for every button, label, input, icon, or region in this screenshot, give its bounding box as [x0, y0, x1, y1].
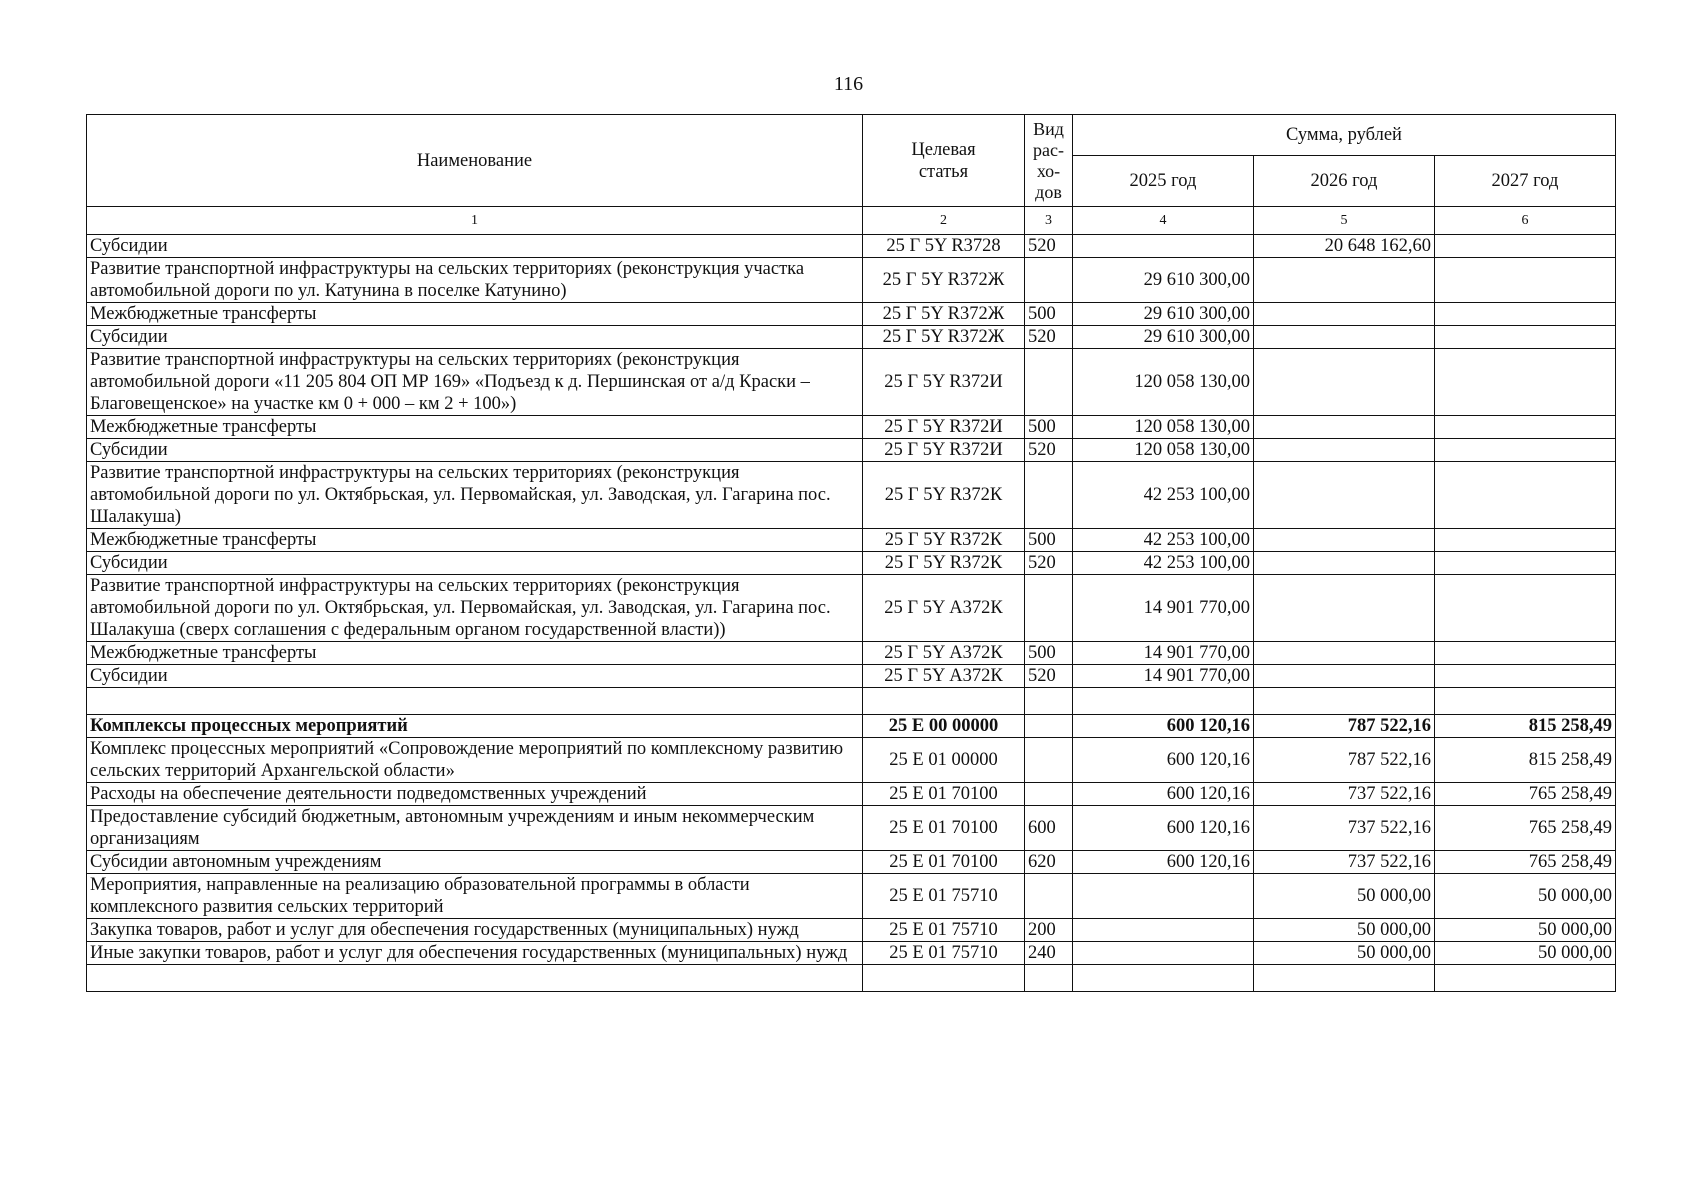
row-amount-2027: 765 258,49	[1435, 851, 1616, 874]
row-amount-2026: 20 648 162,60	[1254, 235, 1435, 258]
row-name	[87, 688, 863, 715]
row-amount-2026: 50 000,00	[1254, 874, 1435, 919]
row-amount-2025: 600 120,16	[1073, 806, 1254, 851]
header-name: Наименование	[87, 115, 863, 207]
row-amount-2025: 120 058 130,00	[1073, 416, 1254, 439]
row-name: Закупка товаров, работ и услуг для обеспечения государственных (муниципальных) нужд	[87, 919, 863, 942]
row-amount-2026: 787 522,16	[1254, 715, 1435, 738]
row-name: Субсидии	[87, 235, 863, 258]
row-name: Мероприятия, направленные на реализацию образовательной программы в области комплексного развития сельских территорий	[87, 874, 863, 919]
table-row	[87, 552, 1616, 575]
row-amount-2026	[1254, 642, 1435, 665]
page-number: 116	[833, 73, 864, 95]
row-amount-2027	[1435, 416, 1616, 439]
row-expense-type	[1025, 783, 1073, 806]
row-amount-2027: 765 258,49	[1435, 783, 1616, 806]
header-expense-type	[1025, 115, 1073, 207]
row-amount-2025: 14 901 770,00	[1073, 575, 1254, 642]
row-amount-2027	[1435, 665, 1616, 688]
table-row	[87, 439, 1616, 462]
header-target-article-line1: Целевая	[911, 139, 976, 160]
row-amount-2025: 120 058 130,00	[1073, 439, 1254, 462]
row-expense-type: 500	[1025, 303, 1073, 326]
row-name	[87, 965, 863, 992]
row-target-article: 25 Е 01 75710	[863, 942, 1025, 965]
column-number-6: 6	[1435, 207, 1616, 235]
row-name: Межбюджетные трансферты	[87, 303, 863, 326]
row-target-article: 25 Г 5Y R372Ж	[863, 326, 1025, 349]
table-row	[87, 715, 1616, 738]
row-target-article: 25 Е 01 70100	[863, 851, 1025, 874]
row-expense-type: 520	[1025, 235, 1073, 258]
row-target-article: 25 Г 5Y R372Ж	[863, 258, 1025, 303]
row-target-article: 25 Е 00 00000	[863, 715, 1025, 738]
row-amount-2025: 600 120,16	[1073, 715, 1254, 738]
row-target-article: 25 Г 5Y R372И	[863, 349, 1025, 416]
header-sum: Сумма, рублей	[1073, 115, 1616, 156]
row-amount-2025: 29 610 300,00	[1073, 303, 1254, 326]
row-amount-2025: 600 120,16	[1073, 783, 1254, 806]
row-amount-2027	[1435, 965, 1616, 992]
row-name: Расходы на обеспечение деятельности подведомственных учреждений	[87, 783, 863, 806]
row-name: Субсидии	[87, 665, 863, 688]
row-expense-type: 520	[1025, 326, 1073, 349]
table-row	[87, 575, 1616, 642]
row-target-article: 25 Г 5Y R372Ж	[863, 303, 1025, 326]
table-row	[87, 326, 1616, 349]
row-name: Иные закупки товаров, работ и услуг для обеспечения государственных (муниципальных) нужд	[87, 942, 863, 965]
row-amount-2025: 600 120,16	[1073, 851, 1254, 874]
row-amount-2027: 765 258,49	[1435, 806, 1616, 851]
row-amount-2026: 50 000,00	[1254, 919, 1435, 942]
row-amount-2026	[1254, 258, 1435, 303]
table-row	[87, 642, 1616, 665]
column-number-1: 1	[87, 207, 863, 235]
row-amount-2027	[1435, 462, 1616, 529]
row-amount-2027	[1435, 575, 1616, 642]
table-row	[87, 806, 1616, 851]
row-target-article: 25 Е 01 75710	[863, 874, 1025, 919]
row-amount-2027	[1435, 439, 1616, 462]
row-amount-2027	[1435, 642, 1616, 665]
row-amount-2026	[1254, 665, 1435, 688]
row-amount-2026	[1254, 529, 1435, 552]
row-amount-2026	[1254, 416, 1435, 439]
header-year-2027: 2027 год	[1435, 156, 1616, 207]
row-amount-2026: 787 522,16	[1254, 738, 1435, 783]
row-expense-type: 200	[1025, 919, 1073, 942]
row-amount-2026	[1254, 462, 1435, 529]
row-amount-2027	[1435, 349, 1616, 416]
row-target-article	[863, 688, 1025, 715]
row-amount-2027: 50 000,00	[1435, 942, 1616, 965]
row-amount-2027	[1435, 326, 1616, 349]
column-number-5: 5	[1254, 207, 1435, 235]
row-expense-type	[1025, 738, 1073, 783]
row-expense-type: 500	[1025, 642, 1073, 665]
row-expense-type: 500	[1025, 529, 1073, 552]
row-amount-2027	[1435, 303, 1616, 326]
row-name: Комплекс процессных мероприятий «Сопровождение мероприятий по комплексному развитию сельских территорий Архангельской области»	[87, 738, 863, 783]
row-amount-2025	[1073, 942, 1254, 965]
row-amount-2026	[1254, 303, 1435, 326]
table-row-empty	[87, 965, 1616, 992]
row-expense-type	[1025, 688, 1073, 715]
row-expense-type	[1025, 349, 1073, 416]
table-row	[87, 303, 1616, 326]
row-target-article: 25 Е 01 70100	[863, 806, 1025, 851]
row-amount-2025	[1073, 919, 1254, 942]
row-amount-2026	[1254, 575, 1435, 642]
row-amount-2025: 14 901 770,00	[1073, 642, 1254, 665]
row-amount-2025: 42 253 100,00	[1073, 529, 1254, 552]
row-expense-type	[1025, 258, 1073, 303]
row-amount-2026	[1254, 439, 1435, 462]
table-row	[87, 235, 1616, 258]
row-expense-type: 520	[1025, 665, 1073, 688]
row-expense-type: 600	[1025, 806, 1073, 851]
column-number-2: 2	[863, 207, 1025, 235]
row-amount-2027	[1435, 529, 1616, 552]
row-amount-2027	[1435, 235, 1616, 258]
row-name: Межбюджетные трансферты	[87, 642, 863, 665]
row-name: Развитие транспортной инфраструктуры на сельских территориях (реконструкция автомобильной дороги по ул. Октябрьская, ул. Первомайская, ул. Заводская, ул. Гагарина пос. Шалакуша)	[87, 462, 863, 529]
header-expense-type-line4: дов	[1035, 181, 1062, 202]
table-row	[87, 942, 1616, 965]
row-name: Межбюджетные трансферты	[87, 529, 863, 552]
row-target-article	[863, 965, 1025, 992]
row-amount-2026: 737 522,16	[1254, 806, 1435, 851]
row-target-article: 25 Г 5Y R3728	[863, 235, 1025, 258]
row-name: Развитие транспортной инфраструктуры на сельских территориях (реконструкция автомобильной дороги «11 205 804 ОП МР 169» «Подъезд к д. Першинская от а/д Краски – Благовещенское» на участке км 0 + 000 – км 2 + 100»)	[87, 349, 863, 416]
row-target-article: 25 Г 5Y R372И	[863, 416, 1025, 439]
header-expense-type-line2: рас-	[1033, 139, 1064, 160]
header-year-2026: 2026 год	[1254, 156, 1435, 207]
row-amount-2026: 737 522,16	[1254, 851, 1435, 874]
row-amount-2025: 29 610 300,00	[1073, 258, 1254, 303]
row-amount-2027: 815 258,49	[1435, 715, 1616, 738]
row-amount-2026	[1254, 552, 1435, 575]
table-row	[87, 874, 1616, 919]
row-amount-2025	[1073, 688, 1254, 715]
column-number-3: 3	[1025, 207, 1073, 235]
row-amount-2027: 50 000,00	[1435, 919, 1616, 942]
row-name: Предоставление субсидий бюджетным, автономным учреждениям и иным некоммерческим организациям	[87, 806, 863, 851]
row-expense-type: 240	[1025, 942, 1073, 965]
table-row	[87, 851, 1616, 874]
row-amount-2027	[1435, 552, 1616, 575]
table-row	[87, 349, 1616, 416]
row-amount-2025: 14 901 770,00	[1073, 665, 1254, 688]
row-amount-2027	[1435, 258, 1616, 303]
row-name: Субсидии	[87, 552, 863, 575]
budget-table	[86, 114, 1616, 992]
row-target-article: 25 Г 5Y А372К	[863, 642, 1025, 665]
row-target-article: 25 Е 01 00000	[863, 738, 1025, 783]
header-expense-type-line1: Вид	[1033, 118, 1064, 139]
row-name: Субсидии	[87, 439, 863, 462]
row-amount-2025	[1073, 965, 1254, 992]
row-name: Межбюджетные трансферты	[87, 416, 863, 439]
row-target-article: 25 Е 01 75710	[863, 919, 1025, 942]
row-expense-type: 520	[1025, 552, 1073, 575]
row-amount-2027	[1435, 688, 1616, 715]
table-row	[87, 416, 1616, 439]
table-row	[87, 783, 1616, 806]
column-number-4: 4	[1073, 207, 1254, 235]
row-expense-type	[1025, 575, 1073, 642]
row-expense-type: 520	[1025, 439, 1073, 462]
table-body	[87, 235, 1616, 992]
row-name: Субсидии автономным учреждениям	[87, 851, 863, 874]
header-target-article-line2: статья	[918, 161, 969, 182]
table-row	[87, 462, 1616, 529]
row-target-article: 25 Г 5Y R372И	[863, 439, 1025, 462]
header-row-top	[87, 115, 1616, 156]
table-row	[87, 738, 1616, 783]
row-amount-2025	[1073, 235, 1254, 258]
header-expense-type-line3: хо-	[1036, 160, 1061, 181]
row-target-article: 25 Г 5Y А372К	[863, 665, 1025, 688]
row-expense-type	[1025, 965, 1073, 992]
header-year-2025: 2025 год	[1073, 156, 1254, 207]
row-amount-2026	[1254, 349, 1435, 416]
row-amount-2026: 50 000,00	[1254, 942, 1435, 965]
row-name: Комплексы процессных мероприятий	[87, 715, 863, 738]
row-amount-2025: 600 120,16	[1073, 738, 1254, 783]
row-amount-2025: 120 058 130,00	[1073, 349, 1254, 416]
row-amount-2025	[1073, 874, 1254, 919]
row-amount-2026	[1254, 965, 1435, 992]
row-amount-2026: 737 522,16	[1254, 783, 1435, 806]
row-expense-type	[1025, 874, 1073, 919]
row-amount-2027: 815 258,49	[1435, 738, 1616, 783]
row-target-article: 25 Е 01 70100	[863, 783, 1025, 806]
row-expense-type	[1025, 462, 1073, 529]
row-name: Развитие транспортной инфраструктуры на сельских территориях (реконструкция участка автомобильной дороги по ул. Катунина в поселке Катунино)	[87, 258, 863, 303]
column-number-row	[87, 207, 1616, 235]
table-row-empty	[87, 688, 1616, 715]
row-amount-2025: 42 253 100,00	[1073, 462, 1254, 529]
table-row	[87, 665, 1616, 688]
row-expense-type	[1025, 715, 1073, 738]
row-target-article: 25 Г 5Y А372К	[863, 575, 1025, 642]
table-row	[87, 258, 1616, 303]
row-expense-type: 620	[1025, 851, 1073, 874]
row-amount-2025: 42 253 100,00	[1073, 552, 1254, 575]
row-amount-2026	[1254, 326, 1435, 349]
table-row	[87, 919, 1616, 942]
header-target-article	[863, 115, 1025, 207]
row-target-article: 25 Г 5Y R372К	[863, 462, 1025, 529]
row-name: Субсидии	[87, 326, 863, 349]
row-amount-2026	[1254, 688, 1435, 715]
row-amount-2027: 50 000,00	[1435, 874, 1616, 919]
row-target-article: 25 Г 5Y R372К	[863, 552, 1025, 575]
table-row	[87, 529, 1616, 552]
row-amount-2025: 29 610 300,00	[1073, 326, 1254, 349]
row-expense-type: 500	[1025, 416, 1073, 439]
row-name: Развитие транспортной инфраструктуры на сельских территориях (реконструкция автомобильной дороги по ул. Октябрьская, ул. Первомайская, ул. Заводская, ул. Гагарина пос. Шалакуша (сверх соглашения с федеральным органом государственной власти))	[87, 575, 863, 642]
row-target-article: 25 Г 5Y R372К	[863, 529, 1025, 552]
